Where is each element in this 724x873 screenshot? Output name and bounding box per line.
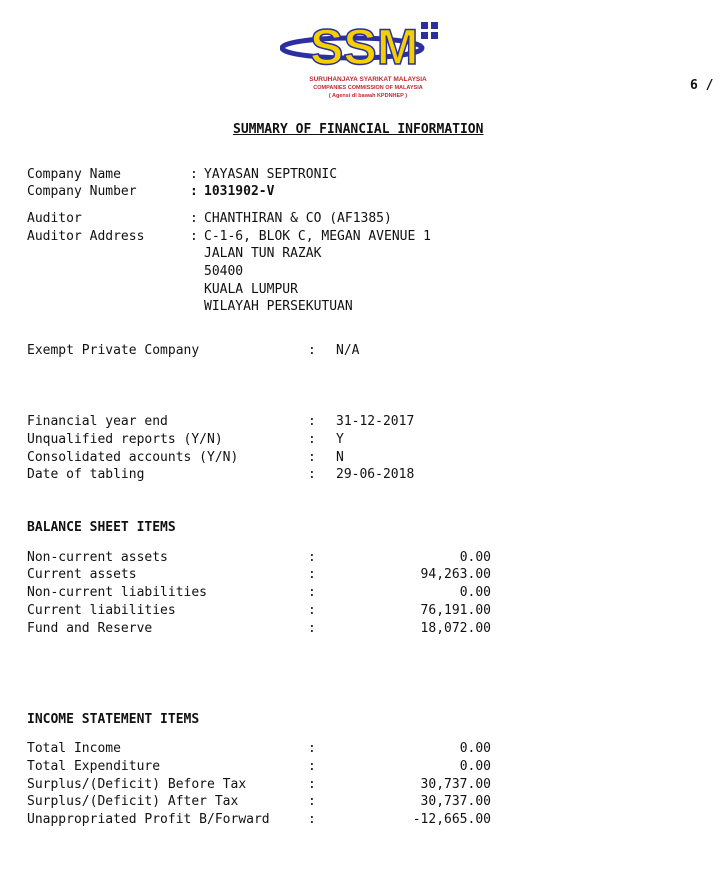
ssm-logo [280, 12, 450, 76]
separator: : [190, 211, 198, 226]
income-row-label: Total Income [27, 741, 121, 756]
income-row-label: Surplus/(Deficit) Before Tax [27, 777, 247, 792]
auditor-value: CHANTHIRAN & CO (AF1385) [204, 211, 392, 226]
auditor-address-line: C-1-6, BLOK C, MEGAN AVENUE 1 [204, 229, 431, 244]
balance-row-label: Non-current assets [27, 550, 168, 565]
tabling-label: Date of tabling [27, 467, 145, 482]
balance-row-label: Current liabilities [27, 603, 176, 618]
balance-row-value: 0.00 [459, 585, 491, 600]
exempt-value: N/A [336, 343, 360, 358]
year-end-value: 31-12-2017 [336, 414, 415, 429]
separator: : [308, 794, 316, 809]
separator: : [308, 777, 316, 792]
balance-row-value: 76,191.00 [420, 603, 491, 618]
auditor-label: Auditor [27, 211, 82, 226]
company-number-label: Company Number [27, 184, 137, 199]
ssm-logo-mark [280, 12, 450, 76]
income-statement-heading: INCOME STATEMENT ITEMS [27, 712, 200, 727]
agency-name: SURUHANJAYA SYARIKAT MALAYSIA [309, 76, 427, 83]
income-row-value: 30,737.00 [420, 777, 491, 792]
company-name-label: Company Name [27, 167, 121, 182]
auditor-address-line: KUALA LUMPUR [204, 282, 298, 297]
separator: : [190, 229, 198, 244]
separator: : [308, 585, 316, 600]
separator: : [308, 603, 316, 618]
unqualified-value: Y [336, 432, 344, 447]
separator: : [308, 759, 316, 774]
balance-row-value: 18,072.00 [420, 621, 491, 636]
separator: : [308, 741, 316, 756]
company-name-value: YAYASAN SEPTRONIC [204, 167, 338, 182]
separator: : [308, 450, 316, 465]
auditor-address-label: Auditor Address [27, 229, 145, 244]
separator: : [308, 812, 316, 827]
balance-row-value: 0.00 [459, 550, 491, 565]
income-row-value: 30,737.00 [420, 794, 491, 809]
page-number: 6 / [690, 78, 714, 93]
agency-note: ( Agensi di bawah KPDNHEP ) [328, 93, 408, 99]
separator: : [190, 184, 198, 199]
separator: : [308, 414, 316, 429]
balance-row-label: Non-current liabilities [27, 585, 208, 600]
separator: : [190, 167, 198, 182]
auditor-address-line: WILAYAH PERSEKUTUAN [204, 299, 353, 314]
balance-row-label: Fund and Reserve [27, 621, 153, 636]
auditor-address-line: JALAN TUN RAZAK [204, 246, 322, 261]
income-row-value: 0.00 [459, 759, 491, 774]
logo-mark-text: SSM [310, 19, 419, 75]
separator: : [308, 343, 316, 358]
consolidated-label: Consolidated accounts (Y/N) [27, 450, 239, 465]
agency-name-en: COMPANIES COMMISSION OF MALAYSIA [313, 85, 423, 91]
tabling-value: 29-06-2018 [336, 467, 415, 482]
income-row-label: Total Expenditure [27, 759, 161, 774]
balance-row-value: 94,263.00 [420, 567, 491, 582]
balance-row-label: Current assets [27, 567, 137, 582]
year-end-label: Financial year end [27, 414, 168, 429]
consolidated-value: N [336, 450, 344, 465]
company-number-value: 1031902-V [204, 184, 275, 199]
separator: : [308, 467, 316, 482]
page-title: SUMMARY OF FINANCIAL INFORMATION [233, 122, 484, 137]
balance-sheet-heading: BALANCE SHEET ITEMS [27, 520, 176, 535]
separator: : [308, 550, 316, 565]
income-row-value: 0.00 [459, 741, 491, 756]
auditor-address-line: 50400 [204, 264, 244, 279]
exempt-label: Exempt Private Company [27, 343, 200, 358]
separator: : [308, 432, 316, 447]
unqualified-label: Unqualified reports (Y/N) [27, 432, 223, 447]
income-row-value: -12,665.00 [412, 812, 491, 827]
separator: : [308, 567, 316, 582]
separator: : [308, 621, 316, 636]
income-row-label: Surplus/(Deficit) After Tax [27, 794, 239, 809]
income-row-label: Unappropriated Profit B/Forward [27, 812, 270, 827]
